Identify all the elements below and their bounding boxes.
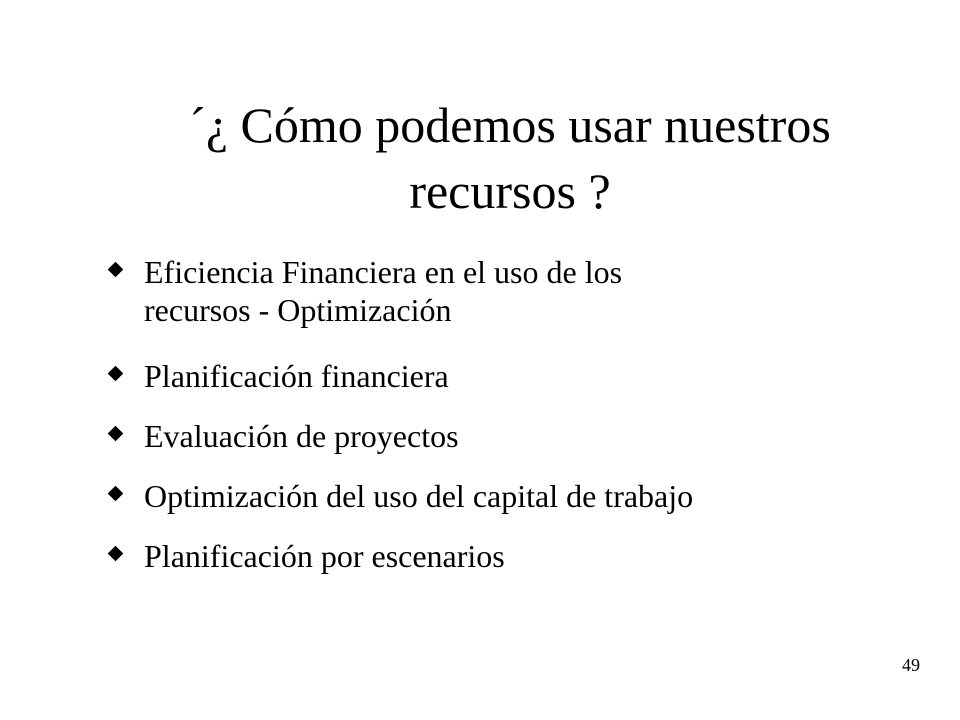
diamond-bullet-icon — [108, 546, 124, 562]
slide-title — [100, 92, 920, 224]
bullet-item-scenario-planning — [108, 537, 908, 575]
diamond-bullet-icon — [108, 426, 124, 442]
bullet-text: Eficiencia Financiera en el uso de los — [144, 254, 623, 290]
bullet-item-working-capital — [108, 477, 908, 515]
page-number: 49 — [902, 655, 920, 675]
diamond-bullet-icon — [108, 486, 124, 502]
diamond-bullet-icon — [108, 366, 124, 382]
bullet-text: Planificación por escenarios — [144, 538, 505, 574]
slide-title-line-2: recursos ? — [409, 163, 611, 219]
bullet-item-efficiency — [108, 253, 908, 329]
bullet-text: Optimización del uso del capital de trabajo — [144, 478, 694, 514]
slide-title-line-1: ´¿ Cómo podemos usar nuestros — [189, 97, 831, 153]
bullet-item-financial-planning — [108, 357, 908, 395]
bullet-text: recursos - Optimización — [144, 292, 452, 328]
bullet-text: Evaluación de proyectos — [144, 418, 459, 454]
bullet-text: Planificación financiera — [144, 358, 449, 394]
bullet-item-project-evaluation — [108, 417, 908, 455]
diamond-bullet-icon — [108, 262, 124, 278]
bullet-list — [108, 253, 908, 597]
